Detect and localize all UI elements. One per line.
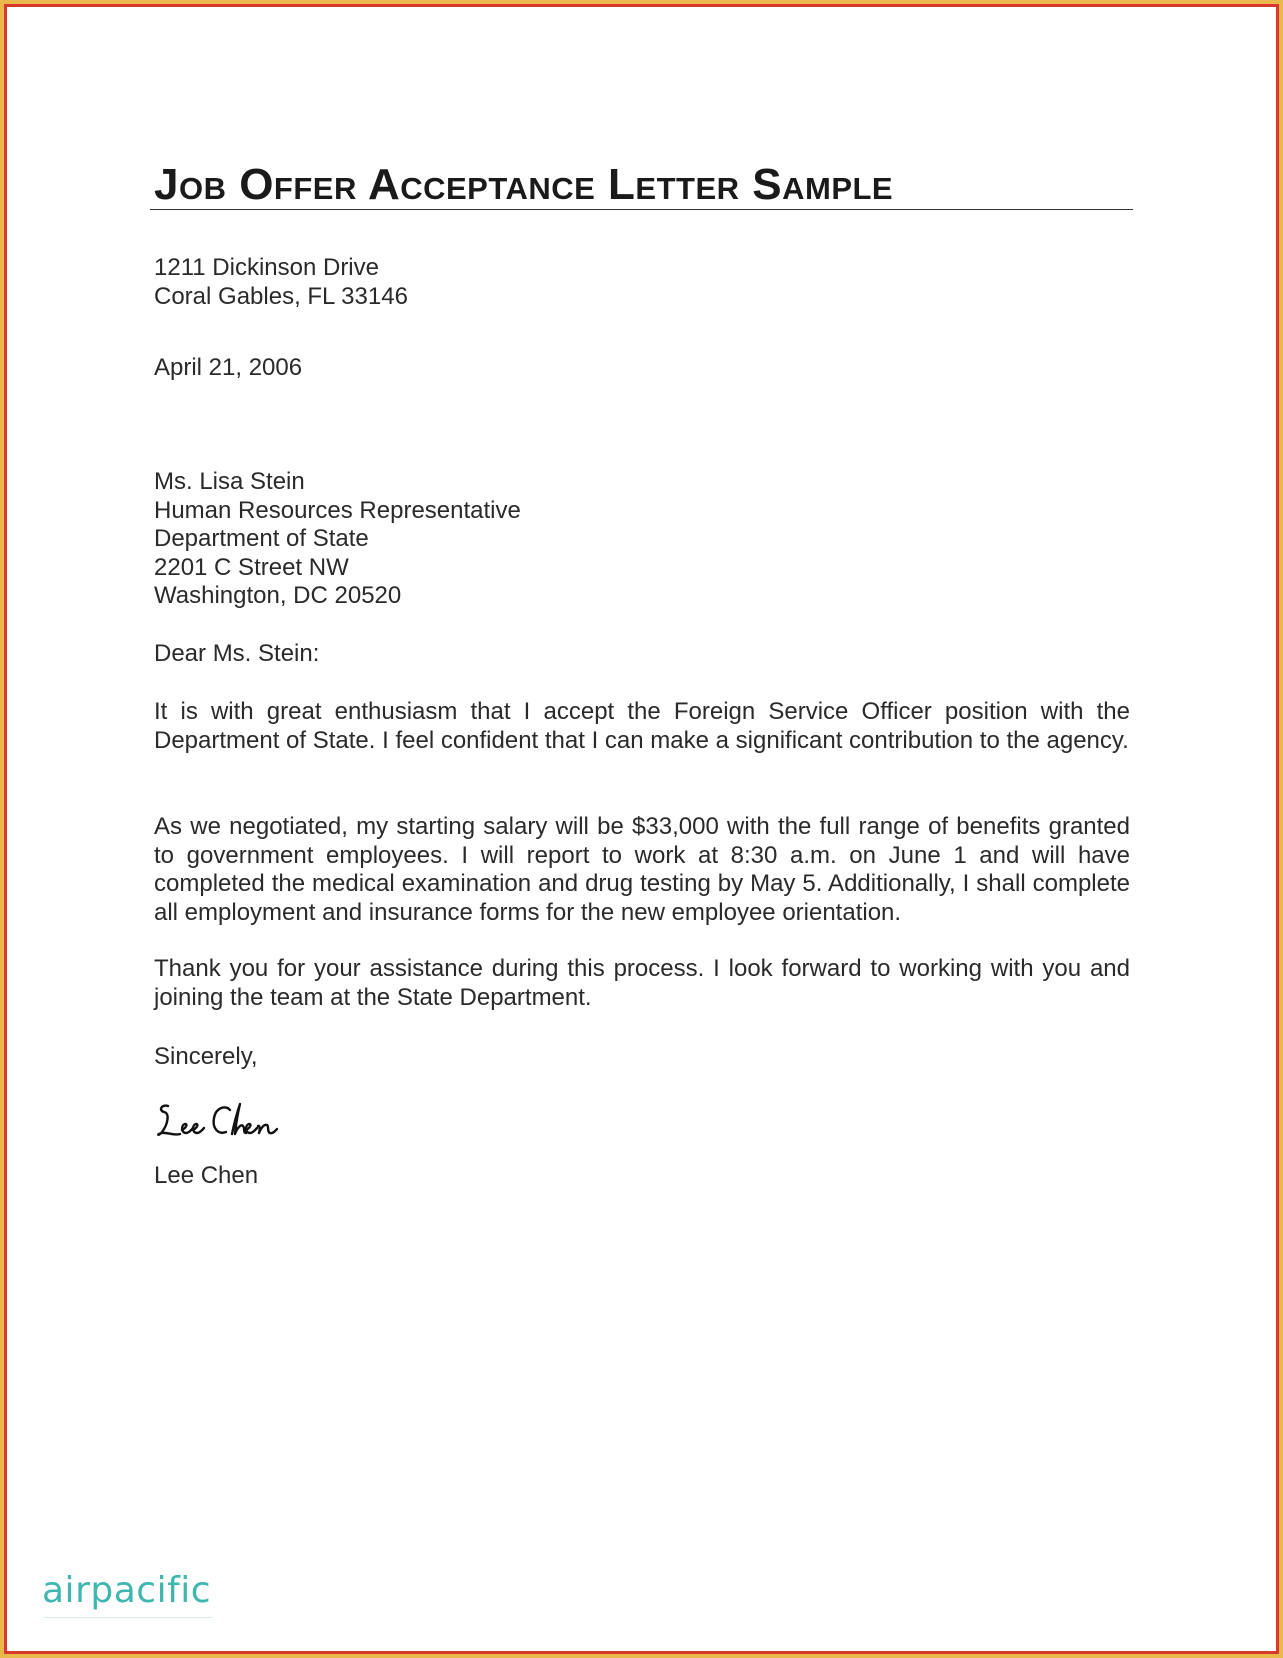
body-paragraph-3-text: Thank you for your assistance during this process. I look forward to working with you and joining the team at the State Department. <box>154 955 1130 1011</box>
body-paragraph-1-text: It is with great enthusiasm that I accept the Foreign Service Officer position with the Department of State. I feel confident that I can make a significant contribution to the agency. <box>154 698 1130 754</box>
salutation <box>154 640 1130 669</box>
sender-address-line2: Coral Gables, FL 33146 <box>154 282 408 310</box>
body-paragraph-2-text: As we negotiated, my starting salary will be $33,000 with the full range of benefits granted to government employees. I will report to work at 8:30 a.m. on June 1 and will have completed the medical examination and drug testing by May 5. Additionally, I shall complete all employment and insurance forms for the new employee orientation. <box>154 813 1130 926</box>
salutation-text: Dear Ms. Stein: <box>154 640 320 667</box>
recipient-address <box>154 468 1130 611</box>
body-paragraph-1 <box>154 698 1130 755</box>
watermark-underline <box>44 1617 212 1618</box>
recipient-street: 2201 C Street NW <box>154 553 349 581</box>
airpacific-watermark: airpacific <box>42 1570 212 1611</box>
body-paragraph-3 <box>154 955 1130 1012</box>
recipient-organization: Department of State <box>154 525 369 552</box>
closing <box>154 1043 1130 1072</box>
sender-address <box>154 254 1130 311</box>
signer-name-text: Lee Chen <box>154 1162 259 1189</box>
signer-name <box>154 1162 1130 1191</box>
letter-date <box>154 354 1130 383</box>
body-paragraph-2 <box>154 813 1130 927</box>
title-underline-rule <box>150 209 1133 210</box>
handwritten-signature <box>154 1098 284 1142</box>
closing-text: Sincerely, <box>154 1043 258 1070</box>
document-title: Job Offer Acceptance Letter Sample <box>154 160 894 209</box>
sender-address-line1: 1211 Dickinson Drive <box>154 254 379 281</box>
letter-date-text: April 21, 2006 <box>154 354 303 381</box>
recipient-title: Human Resources Representative <box>154 496 521 524</box>
recipient-name: Ms. Lisa Stein <box>154 468 305 495</box>
recipient-city: Washington, DC 20520 <box>154 582 402 609</box>
